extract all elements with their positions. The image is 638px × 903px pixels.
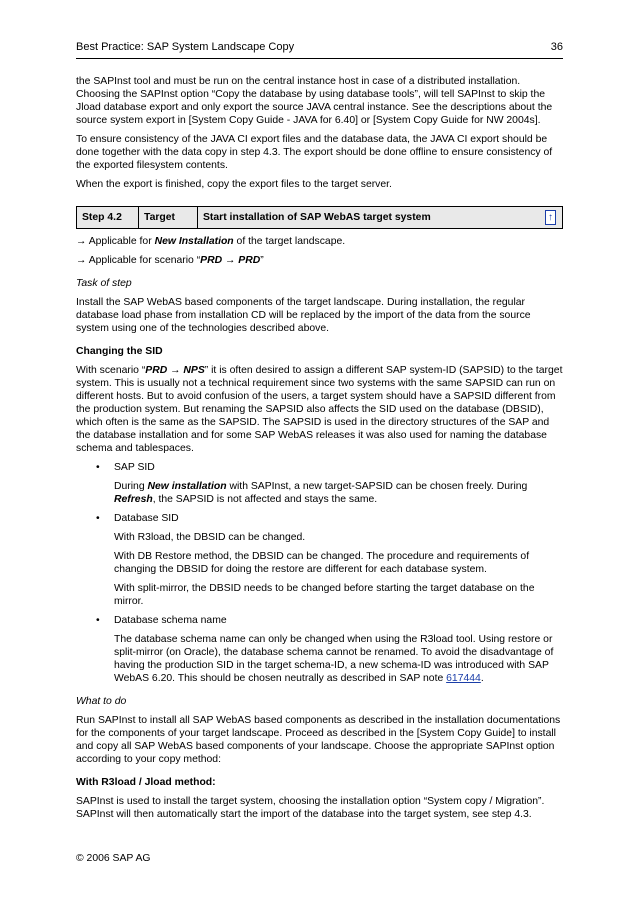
step-title: Start installation of SAP WebAS target system bbox=[203, 212, 431, 223]
bullet-sap-sid: • SAP SID bbox=[96, 462, 155, 473]
database-sid-text-3: With split-mirror, the DBSID needs to be changed before starting the target database on the mirror. bbox=[114, 583, 535, 607]
page-content bbox=[76, 75, 563, 827]
applicable-line-2: → Applicable for scenario “PRD → PRD” bbox=[76, 255, 264, 266]
bullet-icon: • bbox=[96, 615, 100, 626]
step-type: Target bbox=[139, 207, 198, 228]
bullet-database-sid: • Database SID bbox=[96, 513, 179, 524]
r3load-text: SAPInst is used to install the target system, choosing the installation option “System copy / Migration”. SAPInst will then automatically start the import of the database into the target system, see step 4.3. bbox=[76, 796, 545, 820]
arrow-icon: → bbox=[76, 236, 87, 247]
step-number: Step 4.2 bbox=[77, 207, 139, 228]
r3load-heading: With R3load / Jload method: bbox=[76, 777, 216, 788]
copyright-footer: © 2006 SAP AG bbox=[76, 853, 151, 864]
intro-paragraph-1: the SAPInst tool and must be run on the central instance host in case of a distributed installation. Choosing the SAPInst option “Copy the database by using database tools”, will tell SAPInst to skip the Jload database export and only export the source JAVA central instance. See the descriptions about the source system export in [System Copy Guide - JAVA for 6.40] or [System Copy Guide for NW 2004s]. bbox=[76, 76, 553, 126]
header-title: Best Practice: SAP System Landscape Copy bbox=[76, 41, 295, 53]
bullet-icon: • bbox=[96, 462, 100, 473]
what-to-do-text: Run SAPInst to install all SAP WebAS based components as described in the installation documentations for the components of your target landscape. Proceed as described in the [System Copy Guide] to install and copy all SAP WebAS based components of your landscape. Choose the appropriate SAPInst option according to your copy method: bbox=[76, 715, 561, 765]
arrow-icon: → bbox=[225, 255, 236, 266]
task-text: Install the SAP WebAS based components of the target landscape. During installation, the regular database load phase from installation CD will be replaced by the import of the data from the source system using one of the technologies described above. bbox=[76, 297, 531, 334]
intro-paragraph-2: To ensure consistency of the JAVA CI export files and the database data, the JAVA CI export should be done together with the data copy in step 4.3. The export should be done offline to ensure consistency of the exported filesystem contents. bbox=[76, 134, 553, 171]
bullet-schema-name: • Database schema name bbox=[96, 615, 227, 626]
sap-note-link[interactable]: 617444 bbox=[446, 673, 481, 684]
what-to-do-heading: What to do bbox=[76, 696, 127, 707]
header-divider bbox=[76, 58, 563, 59]
arrow-icon: → bbox=[170, 365, 181, 376]
step-title-cell bbox=[198, 207, 562, 228]
schema-name-text: The database schema name can only be changed when using the R3load tool. Using restore or split-mirror (on Oracle), the database schema cannot be renamed. To avoid the disadvantage of having the production SID in the target schema-ID, a new schema-ID was introduced with SAP WebAS 6.20. This should be chosen neutrally as described in SAP note 617444. bbox=[114, 634, 554, 684]
changing-sid-heading: Changing the SID bbox=[76, 346, 163, 357]
database-sid-text-2: With DB Restore method, the DBSID can be changed. The procedure and requirements of changing the DBSID for doing the restore are different for each database system. bbox=[114, 551, 530, 575]
page-header bbox=[76, 40, 563, 54]
database-sid-text-1: With R3load, the DBSID can be changed. bbox=[114, 532, 306, 543]
up-arrow-icon[interactable]: ↑ bbox=[545, 210, 556, 225]
applicable-line-1: → Applicable for New Installation of the target landscape. bbox=[76, 236, 346, 247]
bullet-icon: • bbox=[96, 513, 100, 524]
page-number: 36 bbox=[550, 41, 563, 53]
task-heading: Task of step bbox=[76, 278, 132, 289]
arrow-icon: → bbox=[76, 255, 87, 266]
intro-paragraph-3: When the export is finished, copy the export files to the target server. bbox=[76, 179, 392, 190]
changing-sid-paragraph: With scenario “PRD → NPS” it is often desired to assign a different SAP system-ID (SAPSID) to the target system. This is usually not a technical requirement since two systems with the same SAPSID can run on different hosts. But to avoid confusion of the users, a target system should have a SAPSID different from the production system. But renaming the SAPSID also affects the SID used on the database (DBSID), which often is the same as the SAPSID. The SAPSID is used in the directory structures of the SAP and the database installation and for some SAP WebAS releases it was also used for naming the database schema and tablespaces. bbox=[76, 365, 563, 454]
sap-sid-text: During New installation with SAPInst, a new target-SAPSID can be chosen freely. During Refresh, the SAPSID is not affected and stays the same. bbox=[114, 481, 528, 505]
step-header-table bbox=[76, 206, 563, 229]
